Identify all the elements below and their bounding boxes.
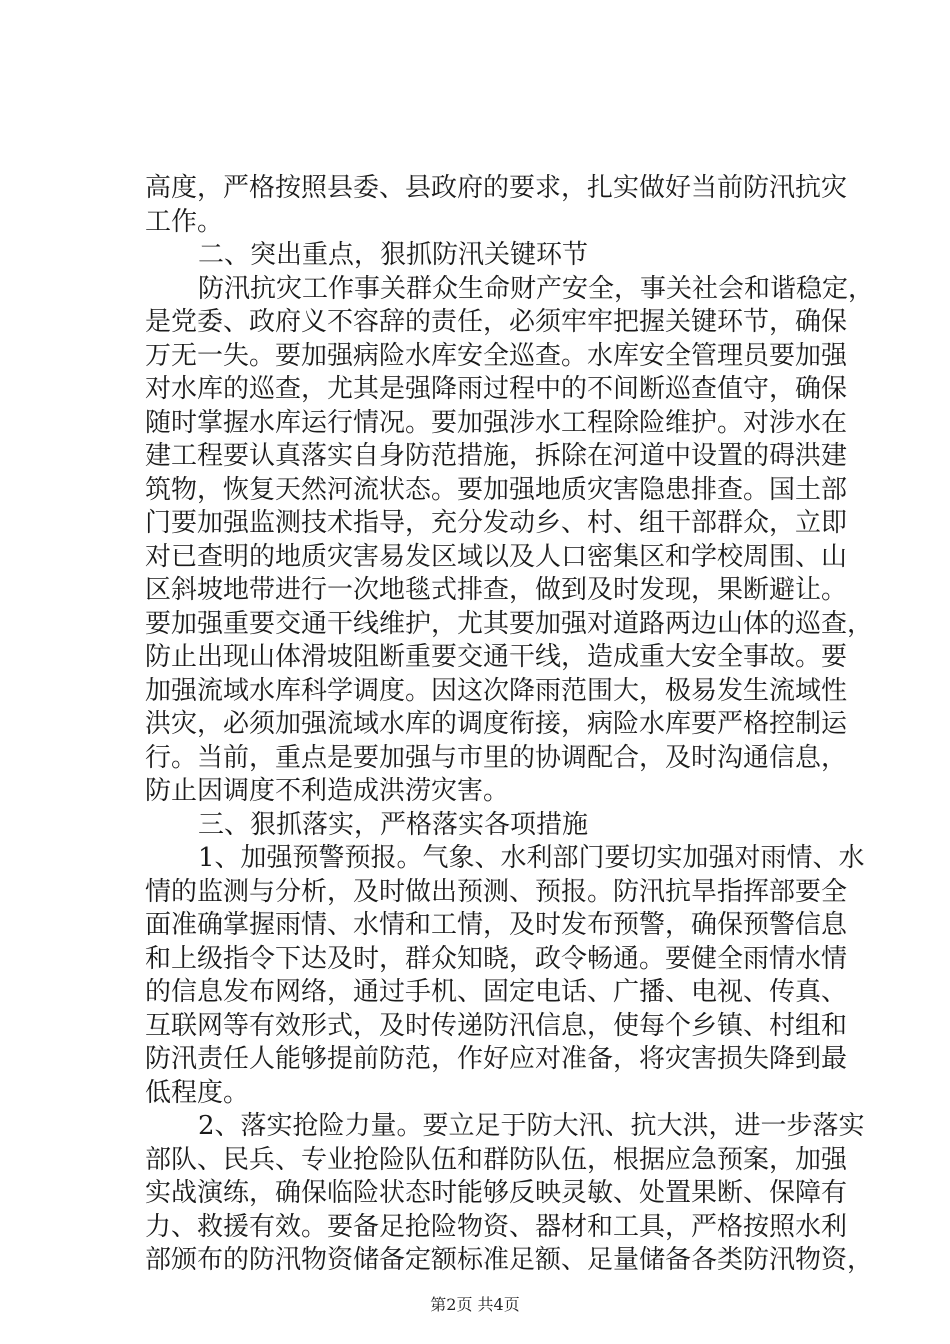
text-line: 力、救援有效。要备足抢险物资、器材和工具，严格按照水利 xyxy=(145,1211,848,1242)
text-line: 和上级指令下达及时，群众知晓，政令畅通。要健全雨情水情 xyxy=(145,943,848,974)
text-line: 实战演练，确保临险状态时能够反映灵敏、处置果断、保障有 xyxy=(145,1178,848,1208)
section-heading: 三、狠抓落实，严格落实各项措施 xyxy=(198,809,589,840)
text-line: 高度，严格按照县委、县政府的要求，扎实做好当前防汛抗灾 xyxy=(145,173,848,203)
text-line: 筑物，恢复天然河流状态。要加强地质灾害隐患排查。国土部 xyxy=(145,474,848,505)
text-line: 是党委、政府义不容辞的责任，必须牢牢把握关键环节，确保 xyxy=(145,307,848,337)
text-line: 工作。 xyxy=(145,206,224,237)
section-heading: 二、突出重点，狠抓防汛关键环节 xyxy=(198,240,589,270)
text-line: 随时掌握水库运行情况。要加强涉水工程除险维护。对涉水在 xyxy=(145,407,848,438)
text-line: 对水库的巡查，尤其是强降雨过程中的不间断巡查值守，确保 xyxy=(145,374,848,404)
text-line: 的信息发布网络，通过手机、固定电话、广播、电视、传真、 xyxy=(145,977,848,1007)
text-line: 加强流域水库科学调度。因这次降雨范围大，极易发生流域性 xyxy=(145,675,848,706)
text-line: 面准确掌握雨情、水情和工情，及时发布预警，确保预警信息 xyxy=(145,910,848,940)
text-line: 情的监测与分析，及时做出预测、预报。防汛抗旱指挥部要全 xyxy=(145,876,848,907)
text-line: 防汛抗灾工作事关群众生命财产安全，事关社会和谐稳定， xyxy=(198,273,875,304)
text-line: 万无一失。要加强病险水库安全巡查。水库安全管理员要加强 xyxy=(145,340,848,371)
text-line: 低程度。 xyxy=(145,1077,250,1108)
text-line: 互联网等有效形式，及时传递防汛信息，使每个乡镇、村组和 xyxy=(145,1010,848,1041)
text-line: 防止因调度不利造成洪涝灾害。 xyxy=(145,776,510,806)
text-line: 防汛责任人能够提前防范，作好应对准备，将灾害损失降到最 xyxy=(145,1044,848,1074)
text-line: 2、落实抢险力量。要立足于防大汛、抗大洪，进一步落实 xyxy=(198,1111,865,1141)
text-line: 部颁布的防汛物资储备定额标准足额、足量储备各类防汛物资， xyxy=(145,1245,874,1275)
text-line: 区斜坡地带进行一次地毯式排查，做到及时发现，果断避让。 xyxy=(145,575,848,605)
text-line: 防止出现山体滑坡阻断重要交通干线，造成重大安全事故。要 xyxy=(145,642,848,672)
text-line: 1、加强预警预报。气象、水利部门要切实加强对雨情、水 xyxy=(198,843,865,873)
page-footer: 第2页 共4页 xyxy=(430,1295,520,1314)
text-line: 部队、民兵、专业抢险队伍和群防队伍，根据应急预案，加强 xyxy=(145,1144,848,1175)
text-line: 要加强重要交通干线维护，尤其要加强对道路两边山体的巡查， xyxy=(145,608,874,639)
text-line: 建工程要认真落实自身防范措施，拆除在河道中设置的碍洪建 xyxy=(145,441,848,471)
text-line: 洪灾，必须加强流域水库的调度衔接，病险水库要严格控制运 xyxy=(145,709,848,739)
text-line: 行。当前，重点是要加强与市里的协调配合，及时沟通信息， xyxy=(145,742,848,773)
text-line: 门要加强监测技术指导，充分发动乡、村、组干部群众，立即 xyxy=(145,508,848,538)
text-line: 对已查明的地质灾害易发区域以及人口密集区和学校周围、山 xyxy=(145,541,848,572)
